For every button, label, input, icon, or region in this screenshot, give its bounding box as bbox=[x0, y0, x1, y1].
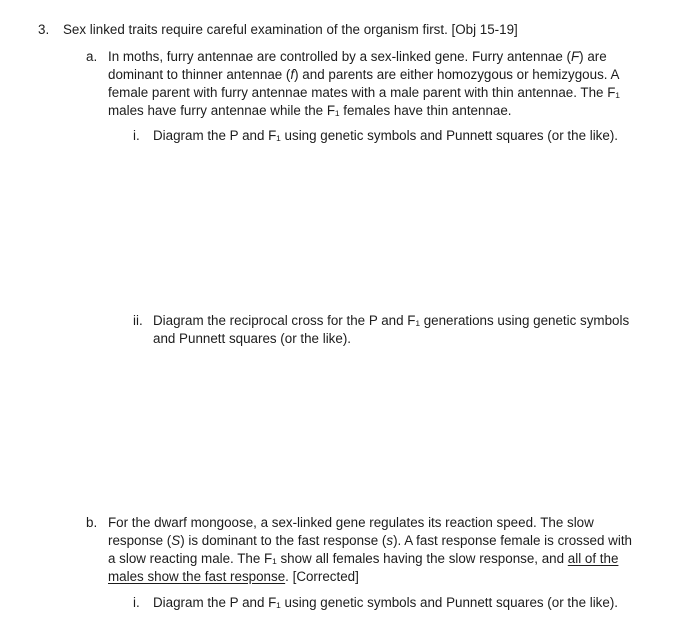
part-a-line-2: dominant to thinner antennae (f) and parents are either homozygous or hemizygous. A bbox=[108, 67, 620, 82]
part-b-body bbox=[108, 514, 632, 586]
part-a-sub-ii-marker: ii. bbox=[133, 313, 143, 328]
part-a-sub-ii-body bbox=[153, 312, 629, 348]
part-b-sub-i-text: Diagram the P and F₁ using genetic symbols and Punnett squares (or the like). bbox=[153, 595, 619, 610]
part-b-line-4: males show the fast response. [Corrected] bbox=[108, 569, 359, 584]
part-a-sub-i-marker: i. bbox=[133, 128, 140, 143]
part-a-marker: a. bbox=[86, 49, 98, 64]
question-title: Sex linked traits require careful examination of the organism first. [Obj 15-19] bbox=[63, 22, 518, 37]
part-a-body bbox=[108, 48, 620, 120]
part-a-line-1: In moths, furry antennae are controlled by a sex-linked gene. Furry antennae (F) are bbox=[108, 49, 607, 64]
question-number: 3. bbox=[38, 22, 50, 37]
part-b-line-2: response (S) is dominant to the fast response (s). A fast response female is crossed with bbox=[108, 533, 632, 548]
part-a-sub-i-text: Diagram the P and F₁ using genetic symbols and Punnett squares (or the like). bbox=[153, 128, 619, 143]
underlined-text: males show the fast response bbox=[108, 569, 286, 584]
part-b-sub-i-marker: i. bbox=[133, 595, 140, 610]
part-b-line-3: a slow reacting male. The F₁ show all females having the slow response, and all of the bbox=[108, 551, 619, 566]
part-b-marker: b. bbox=[86, 515, 98, 530]
part-a-sub-ii-line-1: Diagram the reciprocal cross for the P and F₁ generations using genetic symbols bbox=[153, 313, 630, 328]
part-a-sub-ii-line-2: and Punnett squares (or the like). bbox=[153, 331, 351, 346]
part-a-line-3: female parent with furry antennae mates with a male parent with thin antennae. The F₁ bbox=[108, 85, 620, 100]
underlined-text: all of the bbox=[567, 551, 619, 566]
part-a-line-4: males have furry antennae while the F₁ females have thin antennae. bbox=[108, 103, 512, 118]
part-b-line-1: For the dwarf mongoose, a sex-linked gene regulates its reaction speed. The slow bbox=[108, 515, 594, 530]
